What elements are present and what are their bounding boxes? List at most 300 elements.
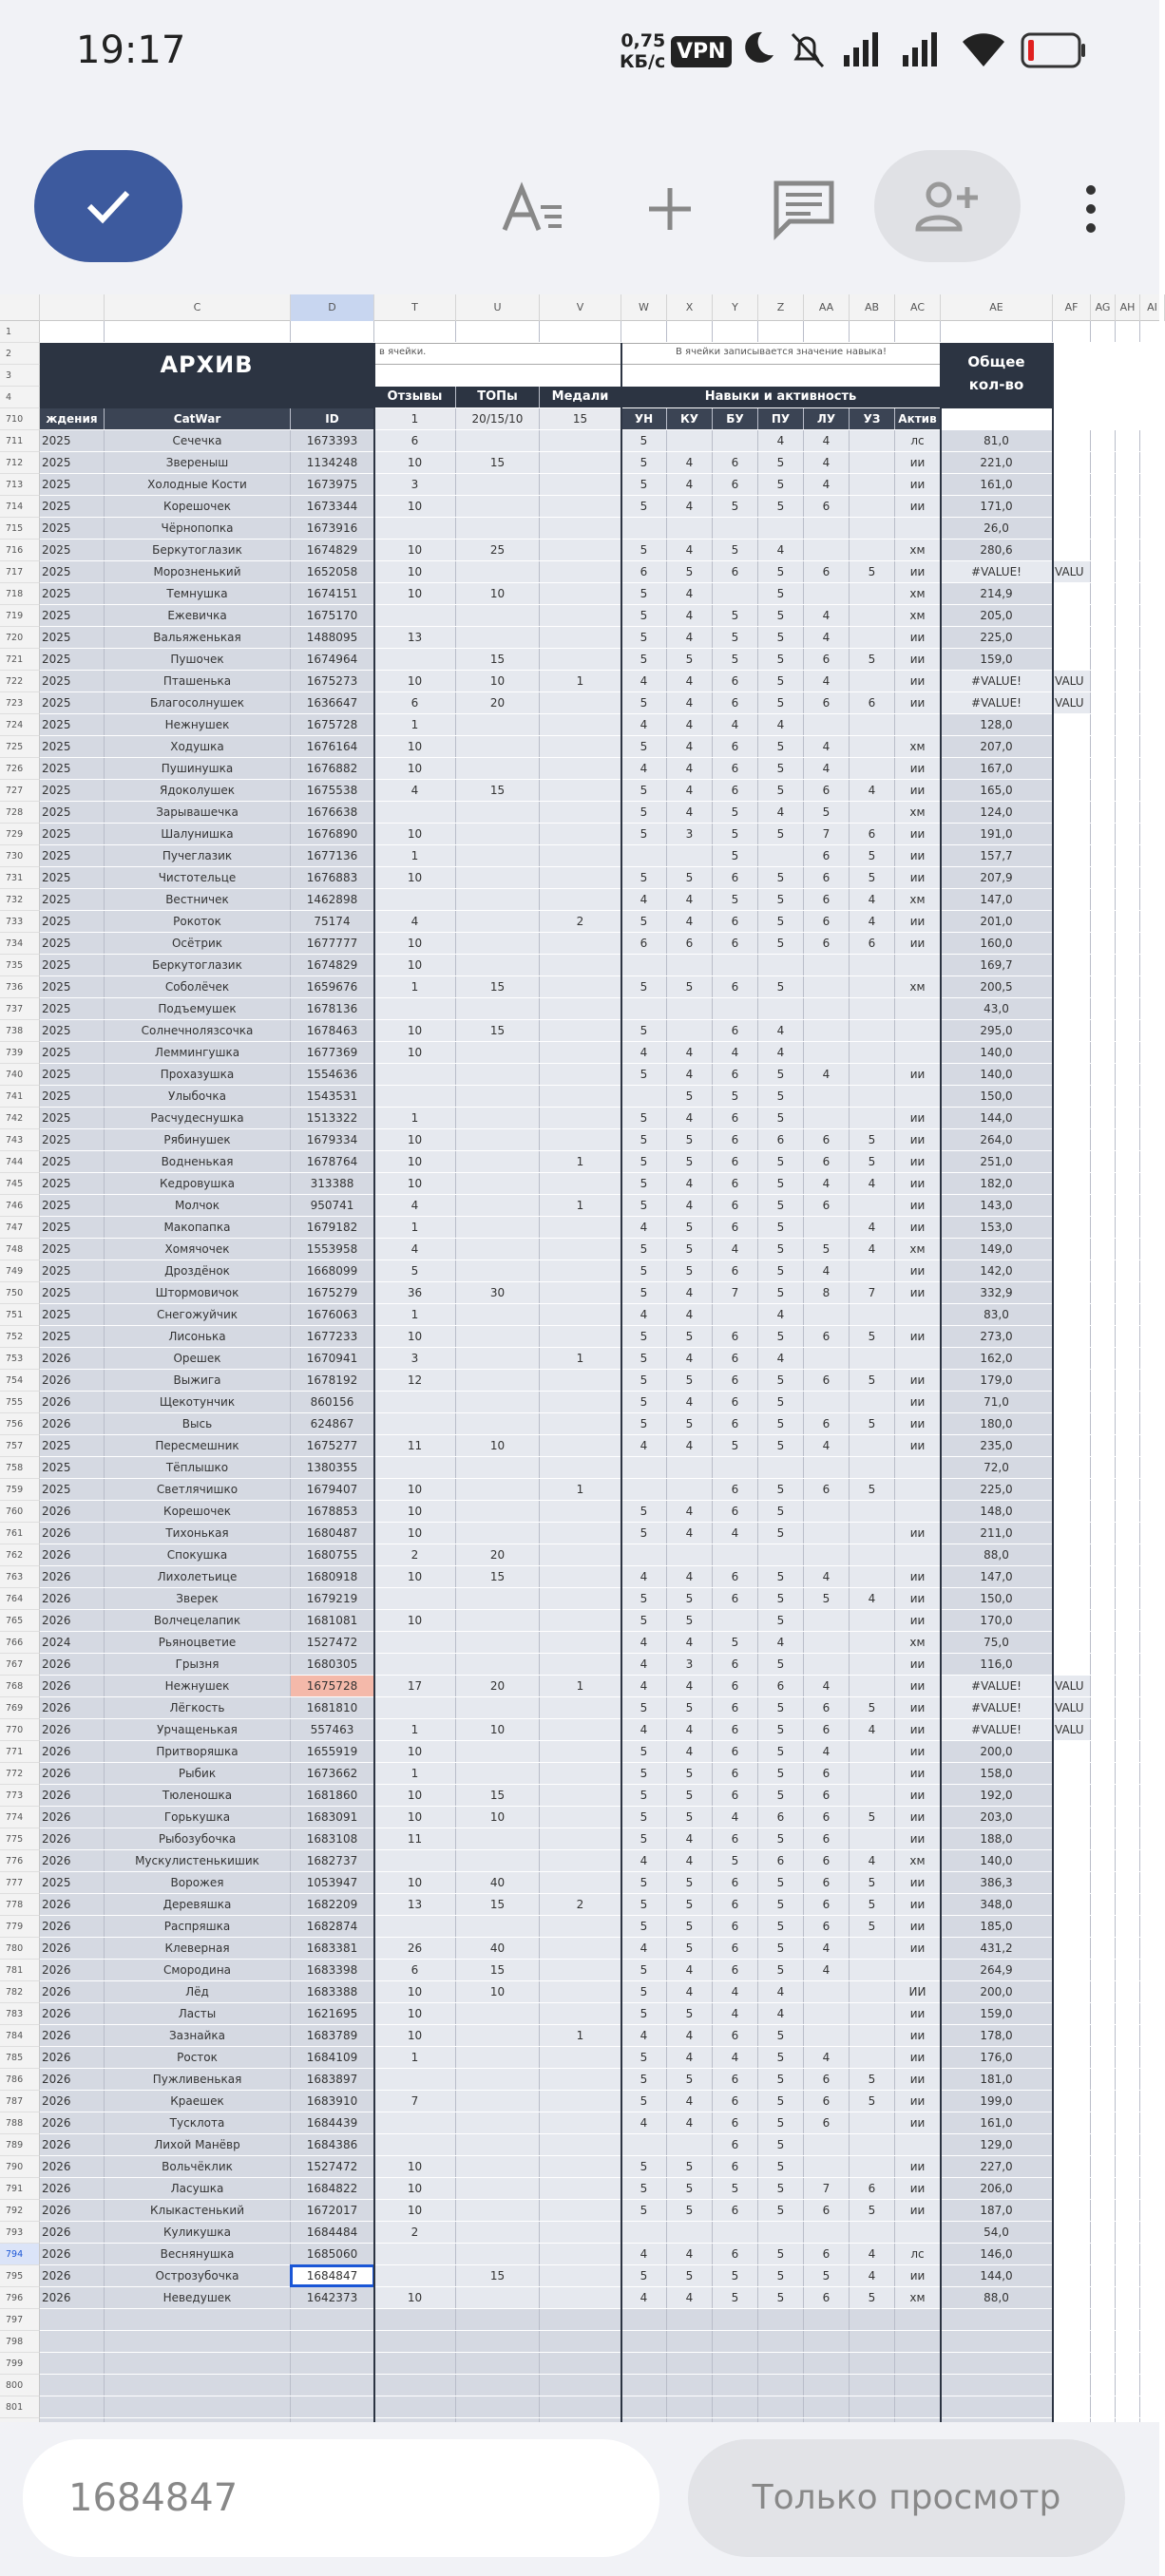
row-number[interactable]: 783	[0, 2003, 40, 2025]
cell[interactable]: 6	[804, 867, 850, 888]
empty-cell[interactable]	[941, 2353, 1053, 2374]
cell[interactable]: Нежнушек	[105, 714, 291, 735]
cell[interactable]	[540, 2244, 621, 2264]
cell[interactable]: ии	[895, 2069, 941, 2090]
row-number[interactable]: 762	[0, 1544, 40, 1566]
cell[interactable]: 2	[540, 1894, 621, 1915]
empty-cell[interactable]	[105, 2396, 291, 2417]
cell[interactable]: 4	[621, 1566, 667, 1587]
empty-cell[interactable]	[1053, 627, 1091, 648]
row-number[interactable]: 745	[0, 1173, 40, 1195]
cell[interactable]	[456, 1610, 540, 1631]
empty-cell[interactable]	[105, 2375, 291, 2396]
cell[interactable]: 4	[621, 1850, 667, 1871]
empty-cell[interactable]	[1053, 1894, 1091, 1915]
cell[interactable]	[850, 518, 895, 539]
cell[interactable]: 6	[804, 1479, 850, 1500]
cell[interactable]: 5	[713, 1632, 758, 1653]
cell[interactable]: 1683388	[291, 1981, 374, 2002]
empty-cell[interactable]	[1053, 1872, 1091, 1893]
empty-cell[interactable]	[1053, 2331, 1091, 2352]
cell[interactable]	[374, 1850, 456, 1871]
cell[interactable]: 2025	[40, 736, 105, 757]
cell[interactable]: 6	[713, 1741, 758, 1762]
cell[interactable]	[456, 2091, 540, 2112]
cell[interactable]: 6	[621, 561, 667, 582]
empty-cell[interactable]	[1091, 1457, 1116, 1478]
cell[interactable]: 6	[804, 1370, 850, 1391]
row-number[interactable]: 774	[0, 1807, 40, 1828]
cell[interactable]: 6	[804, 933, 850, 954]
empty-cell[interactable]	[1091, 1064, 1116, 1085]
cell[interactable]: 5	[621, 802, 667, 823]
cell[interactable]	[850, 1544, 895, 1565]
empty-cell[interactable]	[1116, 2156, 1140, 2177]
cell[interactable]	[667, 1457, 713, 1478]
cell[interactable]: 2025	[40, 1326, 105, 1347]
cell[interactable]: 1676164	[291, 736, 374, 757]
empty-cell[interactable]	[1116, 1479, 1140, 1500]
cell[interactable]	[540, 845, 621, 866]
cell[interactable]: 5	[758, 1151, 804, 1172]
empty-cell[interactable]	[1053, 1239, 1091, 1260]
cell[interactable]	[456, 627, 540, 648]
empty-cell[interactable]	[1091, 976, 1116, 997]
empty-cell[interactable]	[1091, 998, 1116, 1019]
cell[interactable]	[456, 1129, 540, 1150]
empty-cell[interactable]	[667, 2375, 713, 2396]
cell[interactable]: 5	[713, 2265, 758, 2286]
empty-cell[interactable]	[1053, 2134, 1091, 2155]
cell[interactable]: 10	[374, 1479, 456, 1500]
cell[interactable]	[621, 845, 667, 866]
cell[interactable]: 6	[713, 1785, 758, 1806]
cell[interactable]	[804, 2134, 850, 2155]
empty-cell[interactable]	[1091, 2134, 1116, 2155]
cell[interactable]: 6	[804, 1916, 850, 1937]
cell[interactable]: 4	[667, 540, 713, 560]
cell[interactable]: 10	[374, 1981, 456, 2002]
cell[interactable]: 5	[667, 1217, 713, 1238]
cell[interactable]: 4	[758, 1304, 804, 1325]
cell[interactable]: 4	[804, 605, 850, 626]
cell[interactable]: Ежевичка	[105, 605, 291, 626]
cell[interactable]: 2025	[40, 758, 105, 779]
cell[interactable]: ии	[895, 933, 941, 954]
cell[interactable]: 6	[713, 1566, 758, 1587]
empty-cell[interactable]	[713, 2309, 758, 2330]
cell[interactable]	[540, 1129, 621, 1150]
cell[interactable]: Беркутоглазик	[105, 955, 291, 975]
cell[interactable]	[540, 1326, 621, 1347]
cell[interactable]: 4	[850, 1588, 895, 1609]
cell[interactable]	[895, 518, 941, 539]
cell[interactable]: ии	[895, 1938, 941, 1959]
cell[interactable]	[850, 452, 895, 473]
empty-cell[interactable]	[1053, 2003, 1091, 2024]
cell[interactable]: 6	[713, 692, 758, 713]
cell[interactable]: 7	[804, 2178, 850, 2199]
cell[interactable]: 5	[850, 2287, 895, 2308]
cell[interactable]: 1	[374, 845, 456, 866]
cell[interactable]: 5	[758, 496, 804, 517]
empty-cell[interactable]	[1053, 1479, 1091, 1500]
empty-cell[interactable]	[1091, 889, 1116, 910]
cell[interactable]: 147,0	[941, 889, 1053, 910]
empty-cell[interactable]	[1053, 1435, 1091, 1456]
cell[interactable]: 2026	[40, 1523, 105, 1544]
cell[interactable]: #VALUE!	[941, 1719, 1053, 1740]
row-number[interactable]: 736	[0, 976, 40, 998]
cell[interactable]	[540, 1020, 621, 1041]
cell[interactable]	[667, 518, 713, 539]
empty-cell[interactable]	[1116, 430, 1140, 451]
cell[interactable]: 1659676	[291, 976, 374, 997]
row-number[interactable]: 796	[0, 2287, 40, 2309]
cell[interactable]: 5	[667, 2265, 713, 2286]
cell[interactable]: 1677136	[291, 845, 374, 866]
cell[interactable]	[804, 1217, 850, 1238]
cell[interactable]: 4	[850, 1217, 895, 1238]
cell[interactable]: 4	[667, 1173, 713, 1194]
cell[interactable]: 1	[540, 671, 621, 691]
cell[interactable]: 1674964	[291, 649, 374, 670]
cell[interactable]: 1679219	[291, 1588, 374, 1609]
cell[interactable]: 1683910	[291, 2091, 374, 2112]
empty-cell[interactable]	[291, 2309, 374, 2330]
cell[interactable]: 5	[621, 1697, 667, 1718]
cell[interactable]: Нежнушек	[105, 1676, 291, 1696]
cell[interactable]: Орешек	[105, 1348, 291, 1369]
empty-cell[interactable]	[1053, 1741, 1091, 1762]
cell[interactable]: 5	[667, 867, 713, 888]
cell[interactable]: 144,0	[941, 1108, 1053, 1128]
row-number[interactable]: 726	[0, 758, 40, 780]
cell[interactable]: 2025	[40, 474, 105, 495]
cell[interactable]	[804, 714, 850, 735]
column-letter[interactable]	[40, 294, 105, 321]
cell[interactable]	[540, 1260, 621, 1281]
empty-cell[interactable]	[1053, 1042, 1091, 1063]
cell[interactable]	[895, 1457, 941, 1478]
empty-cell[interactable]	[1116, 1435, 1140, 1456]
row-number[interactable]: 800	[0, 2375, 40, 2396]
empty-cell[interactable]	[1091, 802, 1116, 823]
cell[interactable]: ии	[895, 1326, 941, 1347]
cell[interactable]: Рябинушек	[105, 1129, 291, 1150]
column-letter[interactable]: AB	[850, 294, 895, 321]
cell[interactable]: 5	[758, 1479, 804, 1500]
cell[interactable]	[758, 998, 804, 1019]
cell[interactable]: 295,0	[941, 1020, 1053, 1041]
cell[interactable]: 1682874	[291, 1916, 374, 1937]
done-button[interactable]	[34, 150, 182, 262]
cell[interactable]: Ядоколушек	[105, 780, 291, 801]
cell[interactable]: 4	[758, 1348, 804, 1369]
cell[interactable]: ии	[895, 911, 941, 932]
empty-cell[interactable]	[1053, 1828, 1091, 1849]
empty-cell[interactable]	[1053, 321, 1091, 342]
cell[interactable]: 43,0	[941, 998, 1053, 1019]
cell[interactable]: 5	[713, 2178, 758, 2199]
empty-cell[interactable]	[1053, 1938, 1091, 1959]
cell[interactable]: 2026	[40, 2178, 105, 2199]
cell[interactable]: 1673975	[291, 474, 374, 495]
cell[interactable]	[374, 2134, 456, 2155]
empty-cell[interactable]	[941, 2396, 1053, 2417]
cell[interactable]: 192,0	[941, 1785, 1053, 1806]
cell[interactable]: 5	[667, 2069, 713, 2090]
cell[interactable]: 4	[713, 1981, 758, 2002]
cell[interactable]	[540, 2112, 621, 2133]
cell[interactable]: 4	[804, 1938, 850, 1959]
cell[interactable]: 6	[713, 474, 758, 495]
empty-cell[interactable]	[374, 2309, 456, 2330]
empty-cell[interactable]	[1116, 714, 1140, 735]
cell[interactable]: 5	[713, 540, 758, 560]
cell[interactable]	[621, 1544, 667, 1565]
cell[interactable]: Краешек	[105, 2091, 291, 2112]
row-number[interactable]: 788	[0, 2112, 40, 2134]
empty-cell[interactable]	[1116, 2200, 1140, 2221]
cell[interactable]: 1621695	[291, 2003, 374, 2024]
cell[interactable]: 4	[667, 802, 713, 823]
cell[interactable]	[374, 2265, 456, 2286]
empty-cell[interactable]	[1116, 1217, 1140, 1238]
cell[interactable]: 5	[804, 2265, 850, 2286]
cell[interactable]	[456, 2200, 540, 2221]
cell[interactable]: 6	[804, 845, 850, 866]
empty-cell[interactable]	[1091, 736, 1116, 757]
cell[interactable]: Осётрик	[105, 933, 291, 954]
cell[interactable]: Куликушка	[105, 2222, 291, 2243]
cell[interactable]: ии	[895, 1719, 941, 1740]
empty-cell[interactable]	[1053, 649, 1091, 670]
cell[interactable]: 1680487	[291, 1523, 374, 1544]
cell[interactable]: 2025	[40, 976, 105, 997]
cell[interactable]: 4	[667, 780, 713, 801]
cell[interactable]: 5	[758, 1697, 804, 1718]
cell[interactable]: Грызня	[105, 1654, 291, 1675]
cell[interactable]: 1679182	[291, 1217, 374, 1238]
cell[interactable]	[850, 1960, 895, 1980]
cell[interactable]: Пужливенькая	[105, 2069, 291, 2090]
cell[interactable]: 4	[850, 2244, 895, 2264]
cell[interactable]: 4	[667, 1719, 713, 1740]
empty-cell[interactable]	[1091, 1195, 1116, 1216]
cell[interactable]	[540, 1828, 621, 1849]
empty-cell[interactable]	[1116, 2309, 1140, 2330]
cell[interactable]	[804, 2156, 850, 2177]
empty-cell[interactable]	[804, 2375, 850, 2396]
cell[interactable]: 6	[850, 2178, 895, 2199]
row-number[interactable]: 733	[0, 911, 40, 933]
cell[interactable]: 15	[456, 976, 540, 997]
empty-cell[interactable]	[1091, 1632, 1116, 1653]
cell[interactable]: 15	[456, 780, 540, 801]
cell[interactable]: 860156	[291, 1392, 374, 1412]
cell[interactable]	[540, 1960, 621, 1980]
cell[interactable]: 2025	[40, 1304, 105, 1325]
cell[interactable]	[540, 889, 621, 910]
row-number[interactable]: 735	[0, 955, 40, 976]
cell[interactable]: ии	[895, 2047, 941, 2068]
cell[interactable]: 5	[667, 2178, 713, 2199]
empty-cell[interactable]	[1116, 2287, 1140, 2308]
cell[interactable]	[540, 1763, 621, 1784]
empty-cell[interactable]	[1053, 1173, 1091, 1194]
cell[interactable]: 10	[374, 1566, 456, 1587]
cell[interactable]	[621, 998, 667, 1019]
empty-cell[interactable]	[1053, 605, 1091, 626]
empty-cell[interactable]	[1116, 933, 1140, 954]
cell[interactable]: 6	[713, 1020, 758, 1041]
cell[interactable]: 1527472	[291, 2156, 374, 2177]
cell[interactable]: 129,0	[941, 2134, 1053, 2155]
cell[interactable]: Леммингушка	[105, 1042, 291, 1063]
cell[interactable]	[895, 1042, 941, 1063]
cell[interactable]: 5	[758, 1566, 804, 1587]
cell[interactable]: 10	[374, 1173, 456, 1194]
row-number[interactable]: 750	[0, 1282, 40, 1304]
cell[interactable]: Рокоток	[105, 911, 291, 932]
cell[interactable]: 2025	[40, 955, 105, 975]
empty-cell[interactable]	[1091, 1020, 1116, 1041]
empty-cell[interactable]	[1116, 1894, 1140, 1915]
empty-cell[interactable]	[1116, 758, 1140, 779]
empty-cell[interactable]	[291, 2331, 374, 2352]
cell[interactable]: 6	[804, 1697, 850, 1718]
cell[interactable]: 2025	[40, 1086, 105, 1107]
cell[interactable]	[804, 518, 850, 539]
cell[interactable]: 1684484	[291, 2222, 374, 2243]
cell[interactable]: 4	[667, 605, 713, 626]
cell[interactable]: 5	[758, 780, 804, 801]
cell[interactable]: ии	[895, 1894, 941, 1915]
cell[interactable]: 4	[713, 2003, 758, 2024]
cell[interactable]: 251,0	[941, 1151, 1053, 1172]
row-number[interactable]: 724	[0, 714, 40, 736]
cell[interactable]: ии	[895, 2003, 941, 2024]
row-number[interactable]: 711	[0, 430, 40, 452]
cell[interactable]: 4	[758, 430, 804, 451]
cell[interactable]: 6	[374, 430, 456, 451]
cell[interactable]: 6	[804, 2091, 850, 2112]
cell[interactable]: 5	[621, 692, 667, 713]
cell[interactable]: 5	[621, 2069, 667, 2090]
empty-cell[interactable]	[1091, 2353, 1116, 2374]
cell[interactable]: 5	[621, 627, 667, 648]
column-letter[interactable]: AI	[1140, 294, 1165, 321]
cell[interactable]	[456, 1850, 540, 1871]
cell[interactable]: Ласушка	[105, 2178, 291, 2199]
cell[interactable]: 5	[758, 1719, 804, 1740]
cell[interactable]: 2026	[40, 1763, 105, 1784]
cell[interactable]: Ходушка	[105, 736, 291, 757]
cell[interactable]	[540, 1282, 621, 1303]
cell[interactable]: Клеверная	[105, 1938, 291, 1959]
cell[interactable]: 1681081	[291, 1610, 374, 1631]
empty-cell[interactable]	[1116, 1566, 1140, 1587]
cell[interactable]: 5	[667, 1807, 713, 1828]
cell[interactable]	[850, 2134, 895, 2155]
cell[interactable]: 1	[374, 1304, 456, 1325]
cell[interactable]	[540, 692, 621, 713]
cell[interactable]: 4	[667, 671, 713, 691]
cell[interactable]	[850, 998, 895, 1019]
cell[interactable]: Соболёчек	[105, 976, 291, 997]
cell[interactable]	[540, 627, 621, 648]
empty-cell[interactable]	[1053, 518, 1091, 539]
cell[interactable]: 5	[758, 1828, 804, 1849]
cell[interactable]	[850, 1610, 895, 1631]
empty-cell[interactable]	[1091, 1828, 1116, 1849]
cell[interactable]: ии	[895, 1916, 941, 1937]
row-number[interactable]: 792	[0, 2200, 40, 2222]
cell[interactable]: 5	[850, 1370, 895, 1391]
cell[interactable]	[456, 1697, 540, 1718]
row-number[interactable]: 743	[0, 1129, 40, 1151]
cell[interactable]: 5	[621, 1348, 667, 1369]
cell[interactable]	[540, 1086, 621, 1107]
cell[interactable]: 25	[456, 540, 540, 560]
cell[interactable]	[540, 714, 621, 735]
cell[interactable]	[713, 1457, 758, 1478]
cell[interactable]: 5	[713, 496, 758, 517]
empty-cell[interactable]	[1053, 2309, 1091, 2330]
cell[interactable]: 280,6	[941, 540, 1053, 560]
cell[interactable]	[621, 2222, 667, 2243]
cell[interactable]: 1	[374, 1108, 456, 1128]
empty-cell[interactable]	[1116, 1108, 1140, 1128]
cell[interactable]: 15	[456, 1894, 540, 1915]
cell[interactable]: 1652058	[291, 561, 374, 582]
cell[interactable]	[667, 1544, 713, 1565]
cell[interactable]: 26,0	[941, 518, 1053, 539]
row-number[interactable]: 779	[0, 1916, 40, 1938]
cell[interactable]: 1673662	[291, 1763, 374, 1784]
cell[interactable]: 5	[621, 2265, 667, 2286]
cell[interactable]	[804, 1020, 850, 1041]
empty-cell[interactable]	[1091, 1785, 1116, 1806]
cell[interactable]	[540, 736, 621, 757]
cell[interactable]	[621, 1457, 667, 1478]
cell[interactable]	[895, 1304, 941, 1325]
empty-cell[interactable]	[1091, 1654, 1116, 1675]
empty-cell[interactable]	[1053, 780, 1091, 801]
cell[interactable]: 4	[621, 889, 667, 910]
cell[interactable]: 10	[374, 867, 456, 888]
row-number[interactable]: 730	[0, 845, 40, 867]
cell[interactable]: 6	[804, 1413, 850, 1434]
cell[interactable]: 6	[713, 1501, 758, 1522]
cell[interactable]: 5	[667, 2156, 713, 2177]
empty-cell[interactable]	[1116, 780, 1140, 801]
cell[interactable]: 4	[667, 474, 713, 495]
cell[interactable]	[850, 1195, 895, 1216]
cell[interactable]	[540, 1392, 621, 1412]
empty-cell[interactable]	[1091, 1392, 1116, 1412]
cell[interactable]	[456, 1195, 540, 1216]
cell[interactable]	[850, 714, 895, 735]
cell[interactable]: 6	[713, 2091, 758, 2112]
cell[interactable]: 170,0	[941, 1610, 1053, 1631]
empty-cell[interactable]	[895, 2331, 941, 2352]
cell[interactable]	[850, 1654, 895, 1675]
cell[interactable]	[850, 736, 895, 757]
cell[interactable]: Чёрнопопка	[105, 518, 291, 539]
cell[interactable]: 88,0	[941, 1544, 1053, 1565]
